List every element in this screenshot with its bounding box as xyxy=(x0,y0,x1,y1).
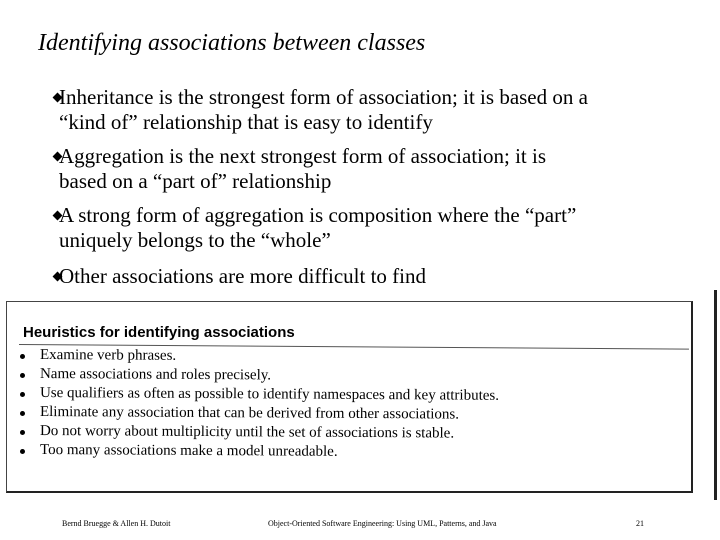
footer-authors: Bernd Bruegge & Allen H. Dutoit xyxy=(62,519,171,528)
bullet-dot-icon xyxy=(20,411,25,416)
bullet-line: Other associations are more difficult to find xyxy=(59,264,427,288)
heuristics-box xyxy=(6,301,693,493)
bullet-line: “kind of” relationship that is easy to identify xyxy=(59,110,433,134)
bullet-line: based on a “part of” relationship xyxy=(59,169,332,193)
bullet-dot-icon xyxy=(20,449,25,454)
bullet-item xyxy=(59,203,709,253)
footer-page-number: 21 xyxy=(636,519,644,528)
bullet-dot-icon xyxy=(20,354,25,359)
heuristic-item: Too many associations make a model unreadable. xyxy=(39,442,338,460)
heuristic-item: Examine verb phrases. xyxy=(39,347,177,364)
bullet-line: A strong form of aggregation is composition where the “part” xyxy=(59,203,577,227)
bullet-dot-icon xyxy=(20,392,25,397)
bullet-dot-icon xyxy=(20,373,25,378)
footer-book-title: Object-Oriented Software Engineering: Using UML, Patterns, and Java xyxy=(268,519,497,528)
heuristics-title: Heuristics for identifying associations xyxy=(23,324,295,341)
bullet-item xyxy=(59,85,709,135)
bullet-line: uniquely belongs to the “whole” xyxy=(59,228,331,252)
bullet-item xyxy=(59,144,709,194)
scan-edge-divider xyxy=(714,290,717,500)
heuristic-item: Name associations and roles precisely. xyxy=(39,366,272,384)
bullet-line: Aggregation is the next strongest form of association; it is xyxy=(59,144,546,168)
slide-title: Identifying associations between classes xyxy=(38,30,426,56)
bullet-line: Inheritance is the strongest form of association; it is based on a xyxy=(59,85,588,109)
bullet-item xyxy=(59,264,709,289)
heuristic-item: Do not worry about multiplicity until the set of associations is stable. xyxy=(39,423,455,442)
heuristic-item: Use qualifiers as often as possible to identify namespaces and key attributes. xyxy=(39,385,500,404)
bullet-dot-icon xyxy=(20,430,25,435)
heuristic-item: Eliminate any association that can be derived from other associations. xyxy=(39,404,460,423)
